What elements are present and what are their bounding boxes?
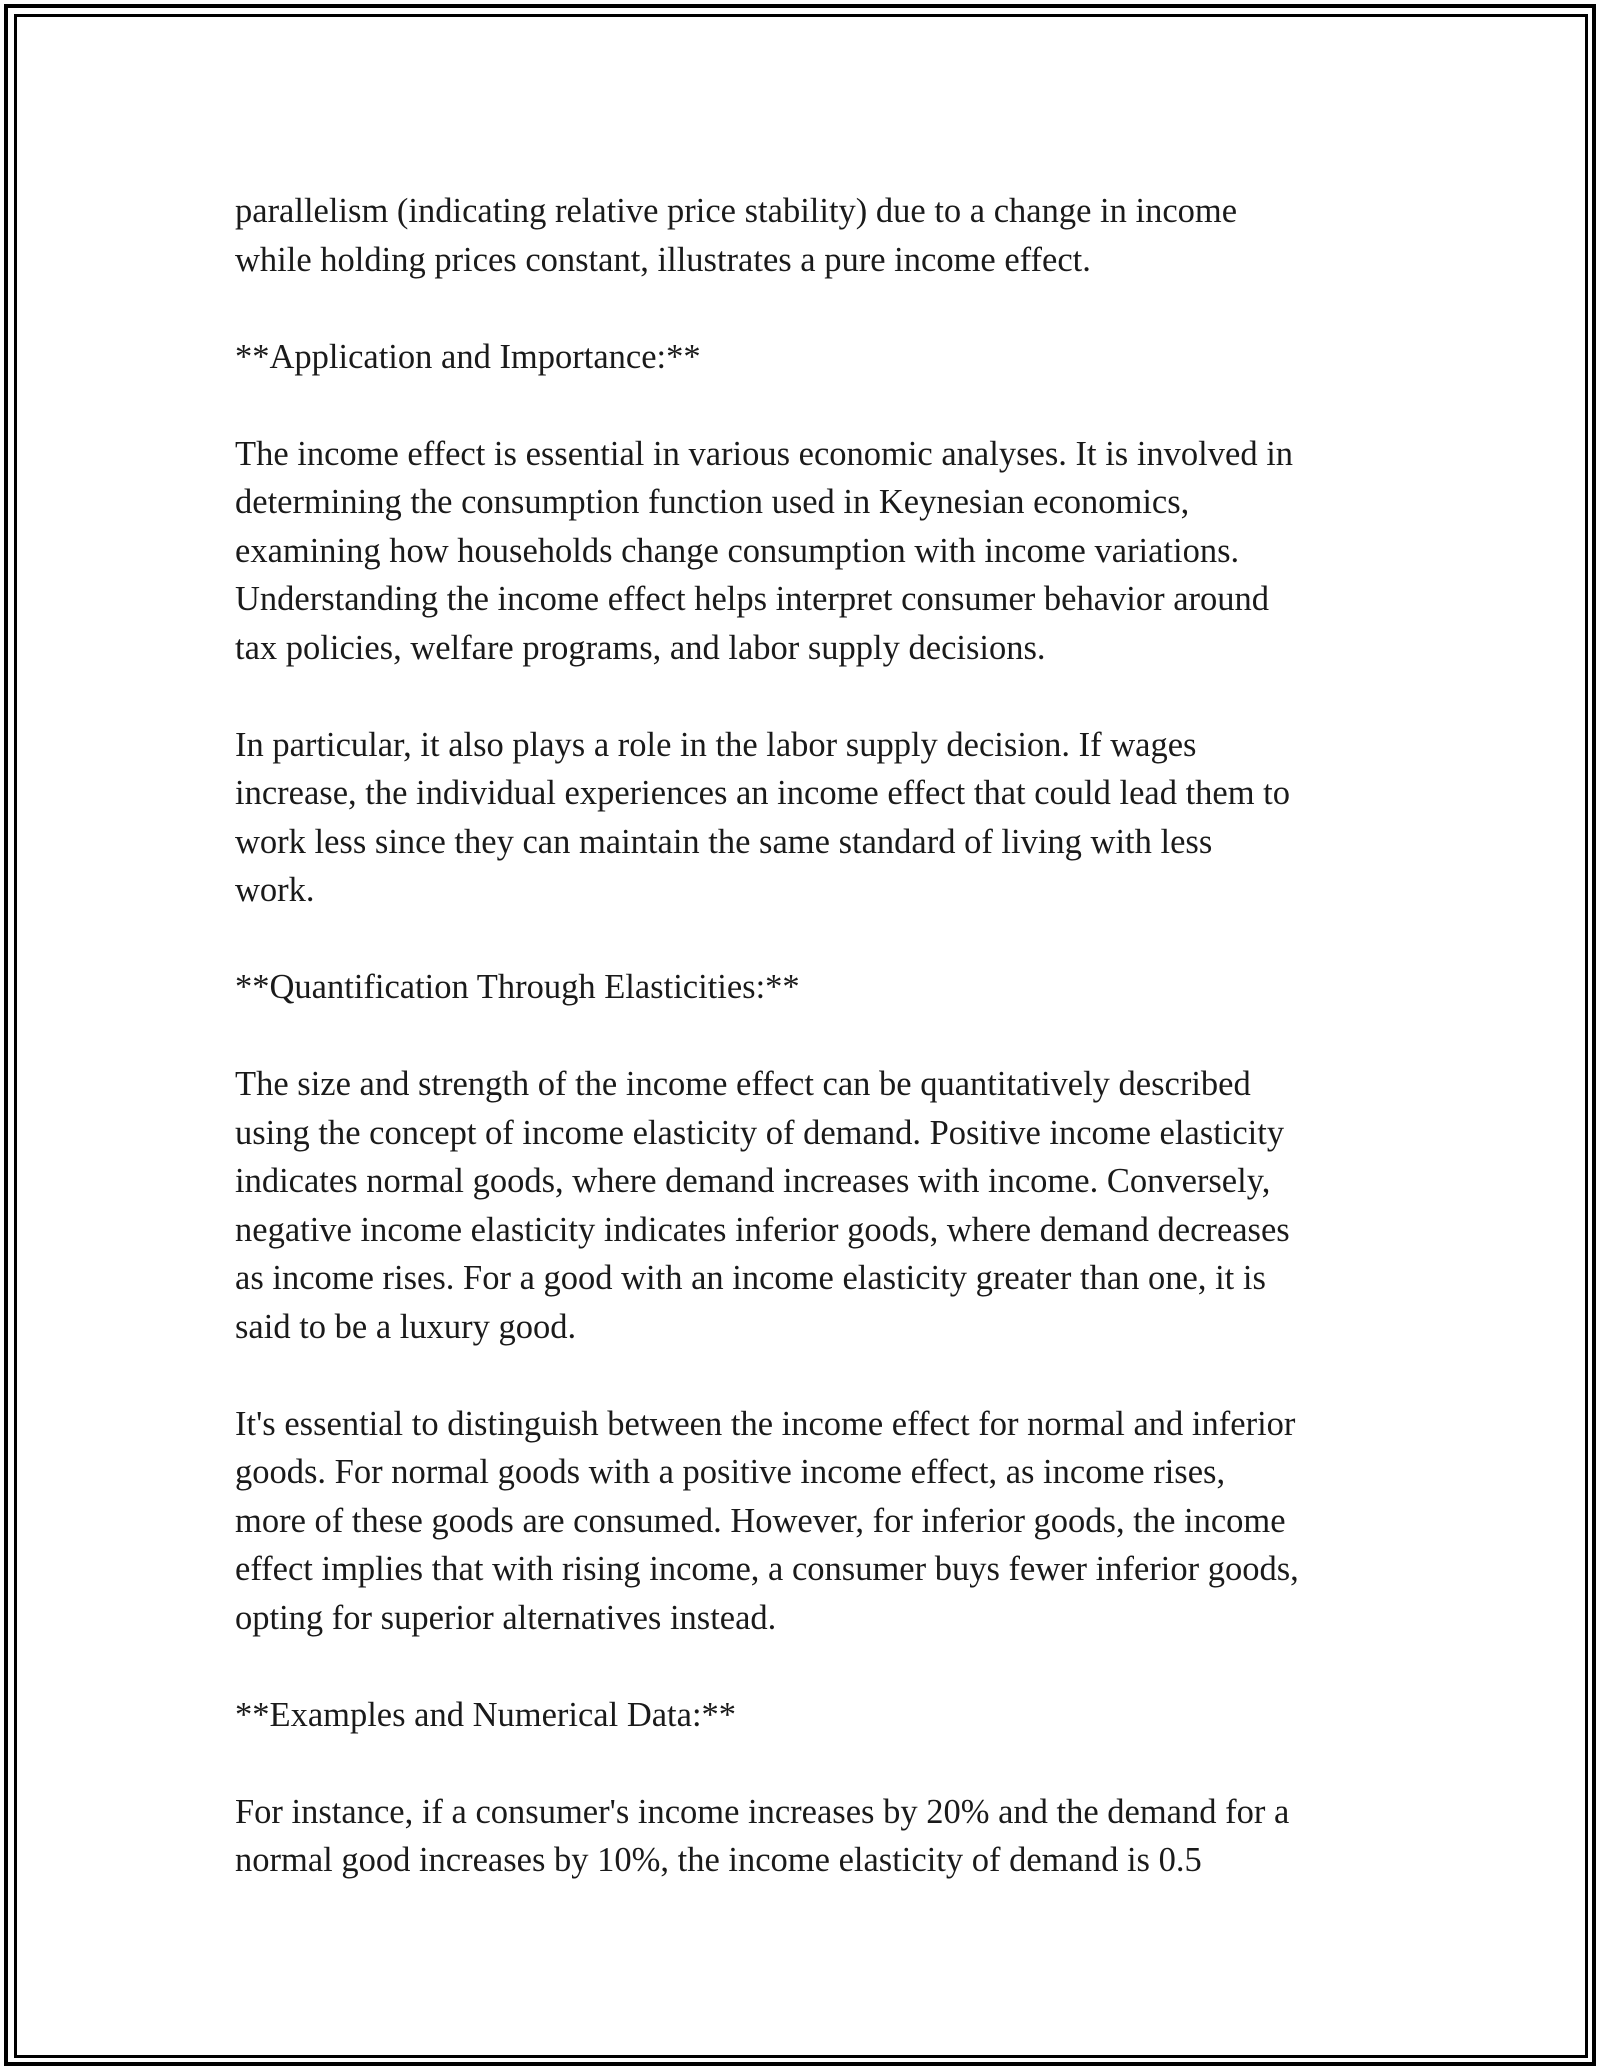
paragraph-labor-supply: In particular, it also plays a role in the labor supply decision. If wages increase, the individual experiences an income effect that could lead them to work less since they can maintain the same standard of living with less work. xyxy=(235,725,1291,909)
heading-examples-numerical-data: **Examples and Numerical Data:** xyxy=(235,1695,737,1734)
paragraph-elasticity: The size and strength of the income effect can be quantitatively described using the concept of income elasticity of demand. Positive income elasticity indicates normal goods, where demand increases with income. Conversely, negative income elasticity indicates inferior goods, where demand decreases as income rises. For a good with an income elasticity greater than one, it is said to be a luxury good. xyxy=(235,1065,1290,1346)
document-body xyxy=(235,187,1400,1933)
heading-quantification-elasticities: **Quantification Through Elasticities:** xyxy=(235,968,800,1006)
heading-application-importance: **Application and Importance:** xyxy=(235,337,701,376)
paragraph-example: For instance, if a consumer's income increases by 20% and the demand for a normal good increases by 10%, the income elasticity of demand is 0.5 xyxy=(235,1792,1290,1879)
paragraph-income-effect-intro: parallelism (indicating relative price stability) due to a change in income while holding prices constant, illustrates a pure income effect. xyxy=(235,192,1238,279)
paragraph-application: The income effect is essential in various economic analyses. It is involved in determining the consumption function used in Keynesian economics, examining how households change consumption with income variations. Understanding the income effect helps interpret consumer behavior around tax policies, welfare programs, and labor supply decisions. xyxy=(235,434,1294,667)
paragraph-normal-inferior-goods: It's essential to distinguish between the income effect for normal and inferior goods. For normal goods with a positive income effect, as income rises, more of these goods are consumed. However, for inferior goods, the income effect implies that with rising income, a consumer buys fewer inferior goods, opting for superior alternatives instead. xyxy=(235,1404,1299,1637)
